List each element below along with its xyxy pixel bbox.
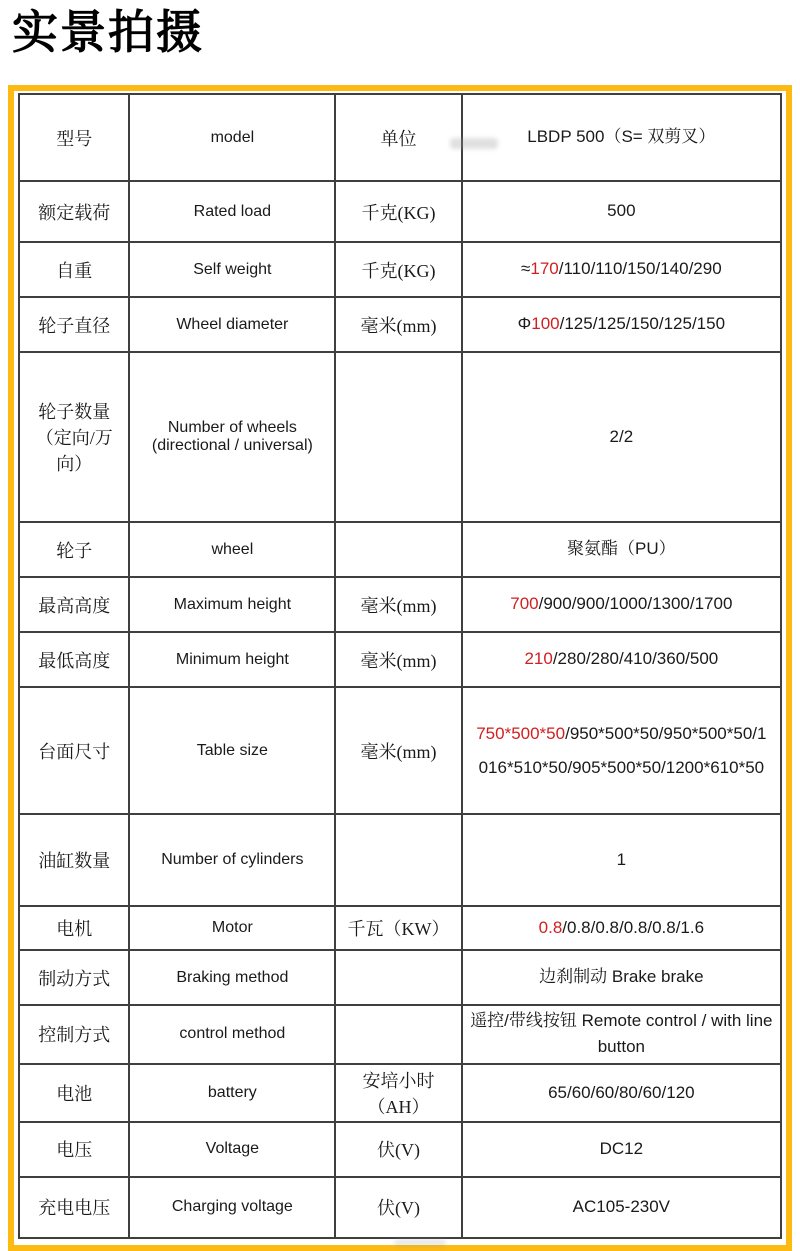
spec-name-cn: 自重 — [19, 242, 129, 297]
spec-name-en: Maximum height — [129, 577, 335, 632]
spec-value — [462, 352, 781, 522]
spec-name-en: Self weight — [129, 242, 335, 297]
spec-unit — [335, 522, 461, 577]
spec-unit — [335, 814, 461, 906]
spec-name-cn: 轮子 — [19, 522, 129, 577]
spec-name-en: Motor — [129, 906, 335, 950]
spec-value-segment: 500 — [607, 201, 636, 221]
spec-unit: 毫米(mm) — [335, 632, 461, 687]
spec-unit: 安培小时（AH） — [335, 1064, 461, 1122]
spec-name-en: Number of cylinders — [129, 814, 335, 906]
spec-value — [462, 950, 781, 1005]
spec-value — [462, 577, 781, 632]
spec-name-cn: 油缸数量 — [19, 814, 129, 906]
spec-name-cn: 最低高度 — [19, 632, 129, 687]
spec-value-segment: ≈ — [521, 259, 531, 279]
spec-unit: 毫米(mm) — [335, 577, 461, 632]
spec-unit: 千克(KG) — [335, 242, 461, 297]
spec-value-segment: /900/900/1000/1300/1700 — [538, 594, 733, 614]
spec-table — [18, 93, 782, 1239]
spec-unit: 伏(V) — [335, 1177, 461, 1238]
spec-name-cn: 额定载荷 — [19, 181, 129, 242]
spec-name-cn: 充电电压 — [19, 1177, 129, 1238]
spec-name-cn: 电机 — [19, 906, 129, 950]
spec-value-highlight: 700 — [510, 594, 539, 614]
spec-name-en: Voltage — [129, 1122, 335, 1177]
spec-value-segment: AC105-230V — [572, 1197, 671, 1217]
spec-unit: 毫米(mm) — [335, 687, 461, 814]
table-header-row — [19, 94, 781, 181]
spec-row — [19, 352, 781, 522]
spec-name-cn: 制动方式 — [19, 950, 129, 1005]
spec-row — [19, 814, 781, 906]
spec-value-segment: 2/2 — [609, 426, 634, 446]
spec-unit: 毫米(mm) — [335, 297, 461, 352]
spec-unit — [335, 352, 461, 522]
watermark-smudge — [450, 138, 498, 149]
spec-value-segment: 聚氨酯（PU） — [567, 539, 676, 559]
spec-row — [19, 632, 781, 687]
spec-name-en: battery — [129, 1064, 335, 1122]
spec-row — [19, 687, 781, 814]
header-en: model — [129, 94, 335, 181]
spec-row — [19, 577, 781, 632]
spec-value-highlight: 750*500*50 — [476, 723, 566, 743]
spec-row — [19, 1005, 781, 1064]
spec-row — [19, 1177, 781, 1238]
spec-unit: 千克(KG) — [335, 181, 461, 242]
spec-value — [462, 522, 781, 577]
spec-value — [462, 181, 781, 242]
spec-name-cn: 控制方式 — [19, 1005, 129, 1064]
spec-value-segment: 65/60/60/80/60/120 — [548, 1082, 695, 1102]
spec-value — [462, 1122, 781, 1177]
spec-value — [462, 1005, 781, 1064]
spec-value-segment: /0.8/0.8/0.8/0.8/1.6 — [562, 917, 705, 937]
spec-value — [462, 297, 781, 352]
spec-value-highlight: 210 — [524, 649, 553, 669]
spec-name-en: Wheel diameter — [129, 297, 335, 352]
spec-value — [462, 1177, 781, 1238]
spec-value-highlight: 170 — [530, 259, 559, 279]
spec-name-en: Braking method — [129, 950, 335, 1005]
spec-name-cn: 台面尺寸 — [19, 687, 129, 814]
spec-row — [19, 297, 781, 352]
spec-name-en: Rated load — [129, 181, 335, 242]
spec-row — [19, 906, 781, 950]
spec-value-segment: /125/125/150/125/150 — [559, 314, 726, 334]
spec-name-en: Number of wheels (directional / universal) — [129, 352, 335, 522]
spec-name-cn: 轮子直径 — [19, 297, 129, 352]
spec-row — [19, 242, 781, 297]
spec-value-segment: DC12 — [599, 1139, 644, 1159]
spec-name-en: control method — [129, 1005, 335, 1064]
spec-name-en: Minimum height — [129, 632, 335, 687]
spec-unit — [335, 1005, 461, 1064]
spec-value — [462, 242, 781, 297]
spec-name-en: Charging voltage — [129, 1177, 335, 1238]
header-cn: 型号 — [19, 94, 129, 181]
header-unit: 单位 — [335, 94, 461, 181]
spec-row — [19, 1064, 781, 1122]
spec-value-segment: 遥控/带线按钮 Remote control / with line button — [470, 1011, 773, 1057]
watermark-smudge — [394, 1239, 446, 1247]
spec-name-en: Table size — [129, 687, 335, 814]
spec-value — [462, 632, 781, 687]
spec-value — [462, 814, 781, 906]
spec-value-highlight: 0.8 — [538, 917, 563, 937]
spec-value — [462, 687, 781, 814]
spec-value-segment: /110/110/150/140/290 — [558, 259, 722, 279]
spec-row — [19, 522, 781, 577]
spec-value-segment: /280/280/410/360/500 — [552, 649, 719, 669]
spec-name-en: wheel — [129, 522, 335, 577]
spec-name-cn: 电压 — [19, 1122, 129, 1177]
spec-value-segment: 边刹制动 Brake brake — [539, 967, 704, 987]
spec-value-highlight: 100 — [531, 314, 560, 334]
spec-row — [19, 950, 781, 1005]
spec-unit: 千瓦（KW） — [335, 906, 461, 950]
spec-value-segment: /950*500*50/950*500*50/1016*510*50/905*500*50/1200*610*50 — [478, 723, 767, 777]
spec-value-segment: Φ — [517, 314, 532, 334]
spec-unit: 伏(V) — [335, 1122, 461, 1177]
spec-value — [462, 906, 781, 950]
spec-row — [19, 1122, 781, 1177]
spec-row — [19, 181, 781, 242]
spec-name-cn: 轮子数量（定向/万向） — [19, 352, 129, 522]
page-title: 实景拍摄 — [12, 6, 204, 58]
header-value: LBDP 500（S= 双剪叉） — [462, 94, 781, 181]
spec-name-cn: 电池 — [19, 1064, 129, 1122]
spec-unit — [335, 950, 461, 1005]
spec-value-segment: 1 — [616, 849, 627, 869]
spec-name-cn: 最高高度 — [19, 577, 129, 632]
spec-value — [462, 1064, 781, 1122]
spec-table-frame — [8, 85, 792, 1251]
